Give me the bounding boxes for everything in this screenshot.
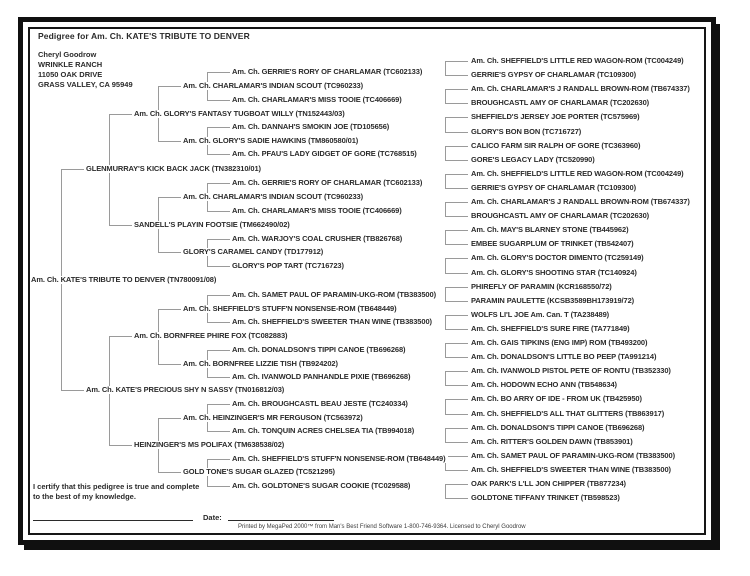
connector-vertical bbox=[445, 230, 446, 244]
pedigree-node-gen6-18: PARAMIN PAULETTE (KCSB3589BH173919/72) bbox=[471, 296, 635, 305]
pedigree-node-gen4-4: GLORY'S CARAMEL CANDY (TD177912) bbox=[183, 247, 324, 256]
pedigree-node-gen3-1: Am. Ch. GLORY'S FANTASY TUGBOAT WILLY (TN152443/03) bbox=[134, 109, 345, 118]
connector-stub bbox=[158, 472, 181, 473]
connector-vertical bbox=[445, 343, 446, 357]
pedigree-node-gen4-8: GOLD TONE'S SUGAR GLAZED (TC521295) bbox=[183, 467, 335, 476]
connector-stub bbox=[158, 197, 181, 198]
connector-stub bbox=[445, 75, 468, 76]
connector-stub bbox=[445, 399, 468, 400]
pedigree-node-gen5-3: Am. Ch. DANNAH'S SMOKIN JOE (TD105656) bbox=[232, 122, 390, 131]
connector-stub bbox=[207, 404, 230, 405]
pedigree-node-gen5-11: Am. Ch. DONALDSON'S TIPPI CANOE (TB696268) bbox=[232, 345, 406, 354]
connector-stub bbox=[445, 484, 468, 485]
connector-stub bbox=[109, 225, 132, 226]
pedigree-node-gen6-24: Am. Ch. HODOWN ECHO ANN (TB548634) bbox=[471, 380, 617, 389]
connector-stub bbox=[158, 364, 181, 365]
pedigree-node-gen4-3: Am. Ch. CHARLAMAR'S INDIAN SCOUT (TC960233) bbox=[183, 192, 363, 201]
pedigree-node-gen6-23: Am. Ch. IVANWOLD PISTOL PETE OF RONTU (TB352330) bbox=[471, 366, 671, 375]
connector-stub bbox=[61, 390, 84, 391]
pedigree-node-gen2-1: GLENMURRAY'S KICK BACK JACK (TN382310/01) bbox=[86, 164, 261, 173]
connector-stub bbox=[445, 132, 468, 133]
pedigree-node-gen6-1: Am. Ch. SHEFFIELD'S LITTLE RED WAGON-ROM (TC004249) bbox=[471, 56, 684, 65]
connector-stub bbox=[445, 103, 468, 104]
connector-stub bbox=[445, 89, 468, 90]
connector-stub bbox=[445, 287, 468, 288]
pedigree-node-gen6-31: OAK PARK'S L'LL JON CHIPPER (TB877234) bbox=[471, 479, 626, 488]
pedigree-node-gen6-22: Am. Ch. DONALDSON'S LITTLE BO PEEP (TA991214) bbox=[471, 352, 657, 361]
pedigree-node-gen6-8: GORE'S LEGACY LADY (TC520990) bbox=[471, 155, 595, 164]
connector-stub bbox=[445, 188, 468, 189]
pedigree-node-gen3-2: SANDELL'S PLAYIN FOOTSIE (TM662490/02) bbox=[134, 220, 290, 229]
connector-stub bbox=[61, 169, 84, 170]
pedigree-node-gen1-1: Am. Ch. KATE'S TRIBUTE TO DENVER (TN780091/08) bbox=[31, 275, 217, 284]
pedigree-node-gen6-4: BROUGHCASTL AMY OF CHARLAMAR (TC202630) bbox=[471, 98, 650, 107]
connector-stub bbox=[445, 315, 468, 316]
pedigree-node-gen5-2: Am. Ch. CHARLAMAR'S MISS TOOIE (TC406669) bbox=[232, 95, 402, 104]
connector-stub bbox=[109, 114, 132, 115]
connector-stub bbox=[445, 414, 468, 415]
connector-stub bbox=[445, 428, 468, 429]
connector-stub bbox=[207, 486, 230, 487]
connector-stub bbox=[207, 350, 230, 351]
connector-vertical bbox=[445, 89, 446, 103]
pedigree-node-gen3-3: Am. Ch. BORNFREE PHIRE FOX (TC082883) bbox=[134, 331, 288, 340]
connector-stub bbox=[109, 445, 132, 446]
print-footer: Printed by MegaPed 2000™ from Man's Best Friend Software 1-800-746-9364. Licensed to Cheryl Goodrow bbox=[238, 524, 526, 530]
connector-stub bbox=[445, 258, 468, 259]
connector-stub bbox=[445, 343, 468, 344]
date-line bbox=[228, 520, 334, 521]
pedigree-node-gen4-6: Am. Ch. BORNFREE LIZZIE TISH (TB924202) bbox=[183, 359, 338, 368]
pedigree-node-gen6-10: GERRIE'S GYPSY OF CHARLAMAR (TC109300) bbox=[471, 183, 636, 192]
connector-stub bbox=[207, 211, 230, 212]
owner-address-line1: 11050 OAK DRIVE bbox=[38, 70, 103, 79]
pedigree-node-gen6-32: GOLDTONE TIFFANY TRINKET (TB598523) bbox=[471, 493, 620, 502]
connector-stub bbox=[207, 431, 230, 432]
connector-stub bbox=[445, 357, 468, 358]
connector-vertical bbox=[445, 202, 446, 216]
pedigree-node-gen6-12: BROUGHCASTL AMY OF CHARLAMAR (TC202630) bbox=[471, 211, 650, 220]
pedigree-node-gen5-12: Am. Ch. IVANWOLD PANHANDLE PIXIE (TB696268) bbox=[232, 372, 411, 381]
connector-stub bbox=[207, 322, 230, 323]
connector-vertical bbox=[445, 428, 446, 442]
connector-vertical bbox=[445, 117, 446, 132]
connector-stub bbox=[207, 154, 230, 155]
connector-stub bbox=[445, 146, 468, 147]
connector-stub bbox=[445, 273, 468, 274]
connector-stub bbox=[445, 202, 468, 203]
connector-vertical bbox=[445, 399, 446, 414]
connector-stub bbox=[158, 418, 181, 419]
connector-stub bbox=[445, 442, 468, 443]
pedigree-node-gen6-17: PHIREFLY OF PARAMIN (KCR168550/72) bbox=[471, 282, 612, 291]
connector-vertical bbox=[445, 287, 446, 301]
pedigree-node-gen5-6: Am. Ch. CHARLAMAR'S MISS TOOIE (TC406669) bbox=[232, 206, 402, 215]
pedigree-node-gen4-1: Am. Ch. CHARLAMAR'S INDIAN SCOUT (TC960233) bbox=[183, 81, 363, 90]
pedigree-node-gen6-3: Am. Ch. CHARLAMAR'S J RANDALL BROWN-ROM (TB674337) bbox=[471, 84, 690, 93]
pedigree-node-gen6-30: Am. Ch. SHEFFIELD'S SWEETER THAN WINE (TB383500) bbox=[471, 465, 671, 474]
pedigree-node-gen6-21: Am. Ch. GAIS TIPKINS (ENG IMP) ROM (TB493200) bbox=[471, 338, 648, 347]
connector-stub bbox=[207, 239, 230, 240]
pedigree-node-gen5-9: Am. Ch. SAMET PAUL OF PARAMIN-UKG-ROM (TB383500) bbox=[232, 290, 436, 299]
pedigree-node-gen5-14: Am. Ch. TONQUIN ACRES CHELSEA TIA (TB994018) bbox=[232, 426, 415, 435]
owner-name: Cheryl Goodrow bbox=[38, 50, 97, 59]
connector-stub bbox=[445, 244, 468, 245]
pedigree-node-gen4-2: Am. Ch. GLORY'S SADIE HAWKINS (TM860580/01) bbox=[183, 136, 359, 145]
connector-stub bbox=[207, 127, 230, 128]
connector-stub bbox=[445, 301, 468, 302]
connector-stub bbox=[445, 230, 468, 231]
owner-kennel: WRINKLE RANCH bbox=[38, 60, 103, 69]
connector-stub bbox=[207, 100, 230, 101]
pedigree-node-gen2-2: Am. Ch. KATE'S PRECIOUS SHY N SASSY (TN016812/03) bbox=[86, 385, 285, 394]
connector-stub bbox=[207, 459, 230, 460]
connector-stub bbox=[207, 72, 230, 73]
page-title: Pedigree for Am. Ch. KATE'S TRIBUTE TO DENVER bbox=[38, 31, 250, 41]
pedigree-node-gen6-11: Am. Ch. CHARLAMAR'S J RANDALL BROWN-ROM (TB674337) bbox=[471, 197, 690, 206]
connector-stub bbox=[207, 295, 230, 296]
connector-stub bbox=[207, 377, 230, 378]
pedigree-node-gen5-7: Am. Ch. WARJOY'S COAL CRUSHER (TB826768) bbox=[232, 234, 403, 243]
pedigree-node-gen6-27: Am. Ch. DONALDSON'S TIPPI CANOE (TB696268) bbox=[471, 423, 645, 432]
connector-stub bbox=[158, 141, 181, 142]
pedigree-node-gen6-13: Am. Ch. MAY'S BLARNEY STONE (TB445962) bbox=[471, 225, 629, 234]
pedigree-node-gen6-19: WOLFS LI'L JOE Am. Can. T (TA238489) bbox=[471, 310, 610, 319]
pedigree-node-gen6-7: CALICO FARM SIR RALPH OF GORE (TC363960) bbox=[471, 141, 641, 150]
connector-vertical bbox=[445, 61, 446, 75]
pedigree-node-gen3-4: HEINZINGER'S MS POLIFAX (TM638538/02) bbox=[134, 440, 285, 449]
pedigree-node-gen5-4: Am. Ch. PFAU'S LADY GIDGET OF GORE (TC768515) bbox=[232, 149, 417, 158]
pedigree-node-gen6-2: GERRIE'S GYPSY OF CHARLAMAR (TC109300) bbox=[471, 70, 636, 79]
connector-stub bbox=[445, 174, 468, 175]
connector-stub bbox=[158, 252, 181, 253]
connector-stub bbox=[445, 498, 468, 499]
connector-stub bbox=[445, 470, 468, 471]
connector-vertical bbox=[445, 258, 446, 273]
pedigree-node-gen6-20: Am. Ch. SHEFFIELD'S SURE FIRE (TA771849) bbox=[471, 324, 630, 333]
pedigree-node-gen5-8: GLORY'S POP TART (TC716723) bbox=[232, 261, 344, 270]
pedigree-node-gen5-13: Am. Ch. BROUGHCASTL BEAU JESTE (TC240334) bbox=[232, 399, 408, 408]
pedigree-node-gen5-15: Am. Ch. SHEFFIELD'S STUFF'N NONSENSE-ROM (TB648449) bbox=[232, 454, 446, 463]
connector-stub bbox=[445, 160, 468, 161]
pedigree-node-gen4-5: Am. Ch. SHEFFIELD'S STUFF'N NONSENSE-ROM (TB648449) bbox=[183, 304, 397, 313]
connector-stub bbox=[445, 216, 468, 217]
pedigree-node-gen6-15: Am. Ch. GLORY'S DOCTOR DIMENTO (TC259149) bbox=[471, 253, 644, 262]
signature-line bbox=[33, 520, 193, 521]
pedigree-node-gen6-14: EMBEE SUGARPLUM OF TRINKET (TB542407) bbox=[471, 239, 634, 248]
pedigree-node-gen6-16: Am. Ch. GLORY'S SHOOTING STAR (TC140924) bbox=[471, 268, 637, 277]
connector-stub bbox=[207, 183, 230, 184]
connector-stub bbox=[207, 266, 230, 267]
pedigree-node-gen6-29: Am. Ch. SAMET PAUL OF PARAMIN-UKG-ROM (TB383500) bbox=[471, 451, 675, 460]
owner-address-line2: GRASS VALLEY, CA 95949 bbox=[38, 80, 133, 89]
pedigree-node-gen6-9: Am. Ch. SHEFFIELD'S LITTLE RED WAGON-ROM (TC004249) bbox=[471, 169, 684, 178]
connector-vertical bbox=[445, 371, 446, 385]
date-label: Date: bbox=[203, 513, 222, 522]
pedigree-node-gen6-28: Am. Ch. RITTER'S GOLDEN DAWN (TB853901) bbox=[471, 437, 633, 446]
certification-line2: to the best of my knowledge. bbox=[33, 492, 136, 501]
certification-text bbox=[33, 482, 199, 502]
connector-vertical bbox=[445, 315, 446, 329]
connector-stub bbox=[158, 86, 181, 87]
pedigree-node-gen6-26: Am. Ch. SHEFFIELD'S ALL THAT GLITTERS (TB863917) bbox=[471, 409, 665, 418]
certification-line1: I certify that this pedigree is true and complete bbox=[33, 482, 200, 491]
pedigree-node-gen5-10: Am. Ch. SHEFFIELD'S SWEETER THAN WINE (TB383500) bbox=[232, 317, 432, 326]
connector-vertical bbox=[445, 174, 446, 188]
connector-vertical bbox=[445, 484, 446, 498]
connector-stub bbox=[445, 385, 468, 386]
connector-vertical bbox=[445, 146, 446, 160]
pedigree-node-gen6-5: SHEFFIELD'S JERSEY JOE PORTER (TC575969) bbox=[471, 112, 640, 121]
pedigree-node-gen6-25: Am. Ch. BO ARRY OF IDE - FROM UK (TB425950) bbox=[471, 394, 642, 403]
connector-stub bbox=[445, 61, 468, 62]
connector-stub bbox=[445, 456, 468, 457]
pedigree-node-gen6-6: GLORY'S BON BON (TC716727) bbox=[471, 127, 582, 136]
pedigree-node-gen5-5: Am. Ch. GERRIE'S RORY OF CHARLAMAR (TC602133) bbox=[232, 178, 423, 187]
connector-stub bbox=[445, 117, 468, 118]
connector-stub bbox=[109, 336, 132, 337]
pedigree-node-gen4-7: Am. Ch. HEINZINGER'S MR FERGUSON (TC563972) bbox=[183, 413, 363, 422]
connector-stub bbox=[158, 309, 181, 310]
pedigree-node-gen5-1: Am. Ch. GERRIE'S RORY OF CHARLAMAR (TC602133) bbox=[232, 67, 423, 76]
connector-stub bbox=[445, 329, 468, 330]
pedigree-node-gen5-16: Am. Ch. GOLDTONE'S SUGAR COOKIE (TC029588) bbox=[232, 481, 411, 490]
connector-stub bbox=[445, 371, 468, 372]
